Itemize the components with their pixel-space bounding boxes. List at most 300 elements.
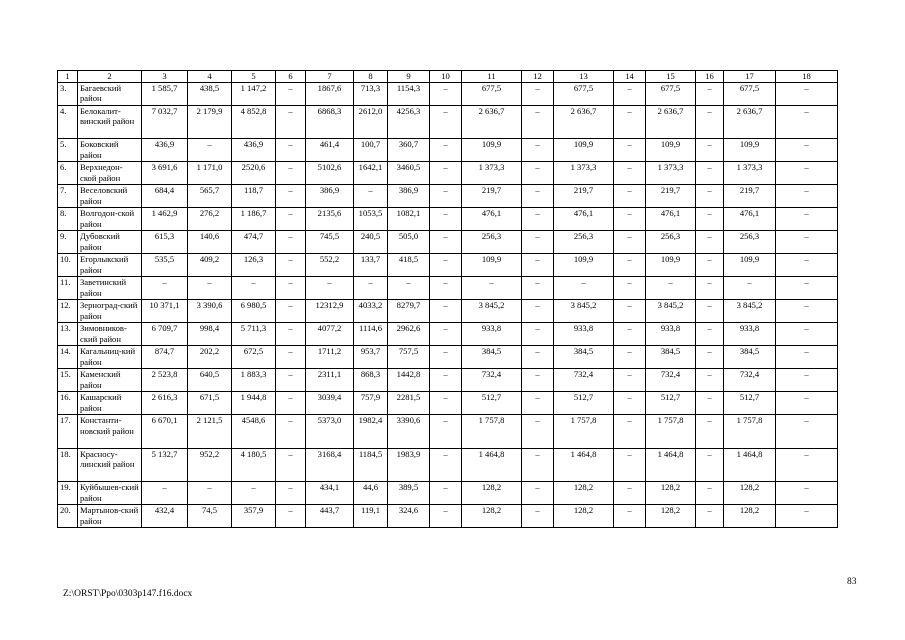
table-row: [58, 139, 838, 162]
value-cell: 677,5: [646, 82, 696, 105]
value-cell: 1 462,9: [142, 208, 188, 231]
value-cell: 677,5: [724, 82, 776, 105]
district-name-cell: Каменский район: [78, 369, 142, 392]
value-cell: 2 636,7: [646, 105, 696, 139]
header-cell: 6: [276, 71, 306, 83]
value-cell: 1 373,3: [646, 162, 696, 185]
row-number-cell: 10.: [58, 254, 78, 277]
value-cell: –: [232, 482, 276, 505]
district-name-cell: Боковский район: [78, 139, 142, 162]
value-cell: 1711,2: [306, 346, 354, 369]
value-cell: –: [354, 185, 388, 208]
value-cell: 109,9: [646, 254, 696, 277]
value-cell: –: [276, 482, 306, 505]
district-name-cell: Дубовский район: [78, 231, 142, 254]
value-cell: 5 132,7: [142, 448, 188, 482]
value-cell: 202,2: [188, 346, 232, 369]
value-cell: –: [696, 254, 724, 277]
row-number-cell: 5.: [58, 139, 78, 162]
value-cell: –: [696, 139, 724, 162]
value-cell: 140,6: [188, 231, 232, 254]
value-cell: –: [614, 105, 646, 139]
value-cell: 2 121,5: [188, 415, 232, 449]
value-cell: –: [696, 231, 724, 254]
table-row: [58, 277, 838, 300]
value-cell: 1 464,8: [724, 448, 776, 482]
value-cell: –: [646, 277, 696, 300]
value-cell: 476,1: [462, 208, 522, 231]
value-cell: –: [614, 82, 646, 105]
district-name-cell: Константи-новский район: [78, 415, 142, 449]
value-cell: –: [188, 139, 232, 162]
value-cell: 126,3: [232, 254, 276, 277]
value-cell: –: [430, 505, 462, 528]
header-cell: 16: [696, 71, 724, 83]
table-row: [58, 162, 838, 185]
value-cell: –: [696, 392, 724, 415]
value-cell: 1082,1: [388, 208, 430, 231]
value-cell: –: [614, 139, 646, 162]
value-cell: –: [696, 346, 724, 369]
row-number-cell: 17.: [58, 415, 78, 449]
value-cell: –: [276, 323, 306, 346]
value-cell: –: [696, 277, 724, 300]
value-cell: 933,8: [646, 323, 696, 346]
value-cell: 128,2: [554, 505, 614, 528]
value-cell: 5102,6: [306, 162, 354, 185]
value-cell: 109,9: [724, 139, 776, 162]
value-cell: 3 390,6: [188, 300, 232, 323]
value-cell: 512,7: [646, 392, 696, 415]
value-cell: 565,7: [188, 185, 232, 208]
value-cell: –: [696, 505, 724, 528]
value-cell: –: [776, 162, 838, 185]
value-cell: –: [430, 105, 462, 139]
value-cell: 1053,5: [354, 208, 388, 231]
value-cell: –: [696, 323, 724, 346]
value-cell: –: [696, 185, 724, 208]
value-cell: 2962,6: [388, 323, 430, 346]
value-cell: 1982,4: [354, 415, 388, 449]
value-cell: 3460,5: [388, 162, 430, 185]
value-cell: 476,1: [724, 208, 776, 231]
row-number-cell: 3.: [58, 82, 78, 105]
district-name-cell: Веселовский район: [78, 185, 142, 208]
value-cell: –: [614, 415, 646, 449]
value-cell: –: [522, 277, 554, 300]
value-cell: –: [522, 392, 554, 415]
value-cell: 118,7: [232, 185, 276, 208]
value-cell: –: [776, 254, 838, 277]
value-cell: –: [276, 185, 306, 208]
district-name-cell: Багаевский район: [78, 82, 142, 105]
district-name-cell: Верхнедон-ской район: [78, 162, 142, 185]
value-cell: 256,3: [724, 231, 776, 254]
data-table: [57, 70, 838, 528]
header-cell: 14: [614, 71, 646, 83]
value-cell: –: [462, 277, 522, 300]
value-cell: –: [696, 82, 724, 105]
value-cell: 443,7: [306, 505, 354, 528]
header-cell: 12: [522, 71, 554, 83]
value-cell: –: [614, 482, 646, 505]
value-cell: –: [388, 277, 430, 300]
row-number-cell: 4.: [58, 105, 78, 139]
value-cell: 128,2: [646, 482, 696, 505]
value-cell: 1 757,8: [646, 415, 696, 449]
value-cell: 3 845,2: [646, 300, 696, 323]
value-cell: 732,4: [554, 369, 614, 392]
value-cell: –: [776, 369, 838, 392]
value-cell: –: [430, 185, 462, 208]
table-row: [58, 323, 838, 346]
value-cell: 732,4: [462, 369, 522, 392]
value-cell: –: [430, 346, 462, 369]
row-number-cell: 15.: [58, 369, 78, 392]
value-cell: 219,7: [554, 185, 614, 208]
district-name-cell: Красносу-линский район: [78, 448, 142, 482]
value-cell: –: [554, 277, 614, 300]
value-cell: –: [776, 185, 838, 208]
value-cell: –: [614, 162, 646, 185]
table-row: [58, 254, 838, 277]
value-cell: 128,2: [554, 482, 614, 505]
value-cell: –: [142, 482, 188, 505]
value-cell: 1184,5: [354, 448, 388, 482]
value-cell: 128,2: [724, 505, 776, 528]
value-cell: –: [430, 482, 462, 505]
row-number-cell: 19.: [58, 482, 78, 505]
value-cell: 461,4: [306, 139, 354, 162]
value-cell: –: [276, 300, 306, 323]
value-cell: 8279,7: [388, 300, 430, 323]
value-cell: 119,1: [354, 505, 388, 528]
value-cell: –: [696, 208, 724, 231]
header-cell: 9: [388, 71, 430, 83]
value-cell: 2 636,7: [462, 105, 522, 139]
value-cell: 5 711,3: [232, 323, 276, 346]
value-cell: –: [430, 369, 462, 392]
header-cell: 2: [78, 71, 142, 83]
value-cell: 436,9: [142, 139, 188, 162]
value-cell: 552,2: [306, 254, 354, 277]
value-cell: 1 373,3: [462, 162, 522, 185]
value-cell: –: [188, 277, 232, 300]
value-cell: –: [696, 415, 724, 449]
value-cell: –: [276, 139, 306, 162]
value-cell: –: [614, 346, 646, 369]
value-cell: 998,4: [188, 323, 232, 346]
value-cell: –: [614, 277, 646, 300]
value-cell: –: [696, 105, 724, 139]
header-cell: 15: [646, 71, 696, 83]
value-cell: 874,7: [142, 346, 188, 369]
value-cell: 432,4: [142, 505, 188, 528]
value-cell: –: [430, 139, 462, 162]
row-number-cell: 7.: [58, 185, 78, 208]
value-cell: 219,7: [724, 185, 776, 208]
value-cell: –: [276, 82, 306, 105]
value-cell: 512,7: [724, 392, 776, 415]
value-cell: 3 845,2: [554, 300, 614, 323]
value-cell: –: [776, 277, 838, 300]
value-cell: 2 636,7: [724, 105, 776, 139]
value-cell: 732,4: [646, 369, 696, 392]
value-cell: 109,9: [646, 139, 696, 162]
value-cell: –: [142, 277, 188, 300]
table-row: [58, 346, 838, 369]
value-cell: 276,2: [188, 208, 232, 231]
table-row: [58, 231, 838, 254]
value-cell: 7 032,7: [142, 105, 188, 139]
row-number-cell: 20.: [58, 505, 78, 528]
value-cell: –: [776, 482, 838, 505]
value-cell: –: [430, 392, 462, 415]
table-header-row: [58, 71, 838, 83]
value-cell: 10 371,1: [142, 300, 188, 323]
value-cell: –: [522, 323, 554, 346]
value-cell: 1 464,8: [554, 448, 614, 482]
value-cell: 1983,9: [388, 448, 430, 482]
value-cell: 109,9: [724, 254, 776, 277]
value-cell: 256,3: [646, 231, 696, 254]
value-cell: 3 691,6: [142, 162, 188, 185]
value-cell: 1 464,8: [462, 448, 522, 482]
value-cell: 953,7: [354, 346, 388, 369]
value-cell: 615,3: [142, 231, 188, 254]
header-cell: 17: [724, 71, 776, 83]
value-cell: –: [776, 392, 838, 415]
value-cell: 745,5: [306, 231, 354, 254]
header-cell: 4: [188, 71, 232, 83]
value-cell: –: [696, 162, 724, 185]
value-cell: –: [430, 254, 462, 277]
value-cell: –: [522, 369, 554, 392]
value-cell: –: [430, 82, 462, 105]
value-cell: 1 373,3: [724, 162, 776, 185]
value-cell: 418,5: [388, 254, 430, 277]
value-cell: 109,9: [554, 139, 614, 162]
value-cell: 2281,5: [388, 392, 430, 415]
row-number-cell: 6.: [58, 162, 78, 185]
value-cell: 389,5: [388, 482, 430, 505]
value-cell: 436,9: [232, 139, 276, 162]
value-cell: 1154,3: [388, 82, 430, 105]
value-cell: –: [776, 300, 838, 323]
value-cell: –: [276, 505, 306, 528]
row-number-cell: 11.: [58, 277, 78, 300]
value-cell: 6 980,5: [232, 300, 276, 323]
district-name-cell: Куйбышев-ский район: [78, 482, 142, 505]
value-cell: –: [776, 105, 838, 139]
value-cell: 535,5: [142, 254, 188, 277]
value-cell: –: [522, 346, 554, 369]
value-cell: 1 585,7: [142, 82, 188, 105]
file-path: Z:\ORST\Ppo\0303p147.f16.docx: [63, 589, 193, 599]
table-row: [58, 392, 838, 415]
value-cell: 1 757,8: [462, 415, 522, 449]
value-cell: 434,1: [306, 482, 354, 505]
value-cell: 2 179,9: [188, 105, 232, 139]
value-cell: 100,7: [354, 139, 388, 162]
value-cell: –: [276, 277, 306, 300]
value-cell: –: [522, 482, 554, 505]
value-cell: –: [430, 300, 462, 323]
value-cell: –: [696, 482, 724, 505]
header-cell: 18: [776, 71, 838, 83]
value-cell: 128,2: [462, 482, 522, 505]
value-cell: 4033,2: [354, 300, 388, 323]
value-cell: 474,7: [232, 231, 276, 254]
value-cell: 672,5: [232, 346, 276, 369]
value-cell: –: [614, 300, 646, 323]
value-cell: –: [614, 392, 646, 415]
value-cell: –: [614, 208, 646, 231]
header-cell: 5: [232, 71, 276, 83]
district-name-cell: Заветинский район: [78, 277, 142, 300]
value-cell: –: [276, 369, 306, 392]
value-cell: 357,9: [232, 505, 276, 528]
header-cell: 13: [554, 71, 614, 83]
value-cell: 1 464,8: [646, 448, 696, 482]
value-cell: 386,9: [388, 185, 430, 208]
value-cell: 1867,6: [306, 82, 354, 105]
value-cell: 4256,3: [388, 105, 430, 139]
value-cell: –: [188, 482, 232, 505]
value-cell: –: [696, 448, 724, 482]
value-cell: –: [522, 415, 554, 449]
value-cell: 3168,4: [306, 448, 354, 482]
value-cell: 2135,6: [306, 208, 354, 231]
value-cell: 12312,9: [306, 300, 354, 323]
value-cell: 757,5: [388, 346, 430, 369]
value-cell: 1642,1: [354, 162, 388, 185]
value-cell: 868,3: [354, 369, 388, 392]
value-cell: 128,2: [462, 505, 522, 528]
value-cell: 409,2: [188, 254, 232, 277]
value-cell: –: [430, 323, 462, 346]
value-cell: 1442,8: [388, 369, 430, 392]
value-cell: –: [696, 369, 724, 392]
table-row: [58, 105, 838, 139]
value-cell: 128,2: [724, 482, 776, 505]
value-cell: –: [276, 392, 306, 415]
value-cell: –: [522, 254, 554, 277]
value-cell: –: [276, 254, 306, 277]
header-cell: 10: [430, 71, 462, 83]
value-cell: –: [776, 505, 838, 528]
value-cell: 3039,4: [306, 392, 354, 415]
value-cell: 1 171,0: [188, 162, 232, 185]
value-cell: 128,2: [646, 505, 696, 528]
value-cell: 1 147,2: [232, 82, 276, 105]
value-cell: –: [430, 231, 462, 254]
district-name-cell: Волгодон-ской район: [78, 208, 142, 231]
value-cell: –: [614, 254, 646, 277]
value-cell: –: [276, 346, 306, 369]
value-cell: –: [776, 82, 838, 105]
value-cell: –: [522, 505, 554, 528]
value-cell: 2311,1: [306, 369, 354, 392]
district-name-cell: Кашарский район: [78, 392, 142, 415]
value-cell: 476,1: [554, 208, 614, 231]
value-cell: 671,5: [188, 392, 232, 415]
value-cell: 512,7: [462, 392, 522, 415]
value-cell: 3 845,2: [724, 300, 776, 323]
district-name-cell: Зимовников-ский район: [78, 323, 142, 346]
value-cell: –: [522, 162, 554, 185]
value-cell: –: [522, 82, 554, 105]
value-cell: 684,4: [142, 185, 188, 208]
value-cell: –: [776, 139, 838, 162]
value-cell: 677,5: [554, 82, 614, 105]
value-cell: 1114,6: [354, 323, 388, 346]
value-cell: 2520,6: [232, 162, 276, 185]
row-number-cell: 8.: [58, 208, 78, 231]
table-row: [58, 482, 838, 505]
row-number-cell: 12.: [58, 300, 78, 323]
value-cell: –: [614, 505, 646, 528]
value-cell: 4 180,5: [232, 448, 276, 482]
value-cell: 2612,0: [354, 105, 388, 139]
value-cell: –: [232, 277, 276, 300]
value-cell: 732,4: [724, 369, 776, 392]
table-row: [58, 300, 838, 323]
row-number-cell: 13.: [58, 323, 78, 346]
value-cell: 476,1: [646, 208, 696, 231]
value-cell: 74,5: [188, 505, 232, 528]
value-cell: –: [614, 323, 646, 346]
value-cell: 109,9: [554, 254, 614, 277]
value-cell: 219,7: [646, 185, 696, 208]
value-cell: 384,5: [646, 346, 696, 369]
header-cell: 7: [306, 71, 354, 83]
page-number: 83: [847, 577, 857, 587]
value-cell: 256,3: [554, 231, 614, 254]
value-cell: 1 883,3: [232, 369, 276, 392]
district-name-cell: Егорлыкский район: [78, 254, 142, 277]
table-row: [58, 448, 838, 482]
table-row: [58, 415, 838, 449]
value-cell: –: [776, 448, 838, 482]
value-cell: 384,5: [554, 346, 614, 369]
value-cell: 109,9: [462, 139, 522, 162]
value-cell: –: [522, 139, 554, 162]
district-name-cell: Белокалит-винский район: [78, 105, 142, 139]
value-cell: 6868,3: [306, 105, 354, 139]
value-cell: 384,5: [724, 346, 776, 369]
value-cell: 512,7: [554, 392, 614, 415]
value-cell: –: [276, 415, 306, 449]
value-cell: –: [776, 231, 838, 254]
row-number-cell: 16.: [58, 392, 78, 415]
header-cell: 8: [354, 71, 388, 83]
value-cell: 360,7: [388, 139, 430, 162]
district-name-cell: Кагальниц-кий район: [78, 346, 142, 369]
value-cell: –: [522, 208, 554, 231]
value-cell: –: [614, 185, 646, 208]
district-name-cell: Мартынов-ский район: [78, 505, 142, 528]
value-cell: 952,2: [188, 448, 232, 482]
row-number-cell: 14.: [58, 346, 78, 369]
value-cell: 133,7: [354, 254, 388, 277]
value-cell: 3390,6: [388, 415, 430, 449]
table-row: [58, 185, 838, 208]
value-cell: –: [776, 208, 838, 231]
value-cell: 240,5: [354, 231, 388, 254]
table-row: [58, 505, 838, 528]
value-cell: 2 616,3: [142, 392, 188, 415]
